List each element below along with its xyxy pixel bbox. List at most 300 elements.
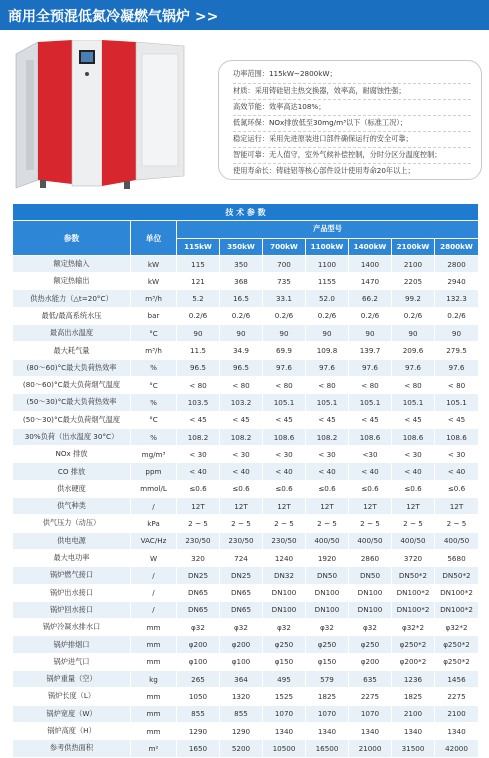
value-cell: ≤0.6: [306, 480, 349, 497]
value-cell: 1290: [177, 722, 220, 739]
spec-line: 智能可靠：无人值守，室外气候补偿控制，分时分区分温度控制；: [233, 150, 442, 159]
unit-cell: mm: [131, 653, 177, 670]
value-cell: DN100*2: [435, 601, 479, 618]
param-name-cell: 额定热输出: [13, 273, 131, 290]
value-cell: 1050: [177, 688, 220, 705]
table-row: [13, 567, 479, 584]
value-cell: 16500: [306, 740, 349, 757]
title-banner: [0, 0, 489, 30]
table-row: [13, 325, 479, 342]
value-cell: ≤0.6: [220, 480, 263, 497]
value-cell: < 45: [220, 411, 263, 428]
value-cell: < 80: [392, 376, 435, 393]
value-cell: 97.6: [263, 359, 306, 376]
spec-line: 低氮环保：NOx排放低至30mg/m³以下（标准工况）；: [233, 118, 408, 127]
parameter-table: [12, 203, 479, 758]
unit-cell: °C: [131, 411, 177, 428]
unit-cell: %: [131, 428, 177, 445]
value-cell: 265: [177, 671, 220, 688]
param-name-cell: 锅炉冷凝水排水口: [13, 619, 131, 636]
value-cell: 12T: [349, 498, 392, 515]
value-cell: 230/50: [177, 532, 220, 549]
value-cell: 5680: [435, 549, 479, 566]
param-name-cell: 锅炉进气口: [13, 653, 131, 670]
value-cell: < 80: [306, 376, 349, 393]
value-cell: 1470: [349, 273, 392, 290]
value-cell: 105.1: [392, 394, 435, 411]
param-name-cell: 锅炉重量（空）: [13, 671, 131, 688]
value-cell: φ200*2: [392, 653, 435, 670]
param-name-cell: 锅炉燃气接口: [13, 567, 131, 584]
param-name-cell: 供电电源: [13, 532, 131, 549]
boiler-image: [12, 40, 188, 190]
value-cell: < 80: [177, 376, 220, 393]
value-cell: DN65: [177, 601, 220, 618]
value-cell: DN100: [349, 584, 392, 601]
value-cell: 350: [220, 255, 263, 272]
param-name-cell: 锅炉长度（L）: [13, 688, 131, 705]
spec-line: 高效节能：效率高达108%；: [233, 102, 326, 111]
value-cell: DN100*2: [435, 584, 479, 601]
table-row: [13, 255, 479, 272]
table-row: [13, 342, 479, 359]
value-cell: 1825: [392, 688, 435, 705]
model-column-header: 产品型号: [177, 221, 479, 238]
value-cell: φ250*2: [435, 636, 479, 653]
value-cell: 1920: [306, 549, 349, 566]
value-cell: 855: [177, 705, 220, 722]
table-row: [13, 376, 479, 393]
value-cell: 1340: [392, 722, 435, 739]
value-cell: 52.0: [306, 290, 349, 307]
value-cell: 34.9: [220, 342, 263, 359]
value-cell: 1155: [306, 273, 349, 290]
value-cell: 579: [306, 671, 349, 688]
value-cell: 0.2/6: [306, 307, 349, 324]
value-cell: 3720: [392, 549, 435, 566]
model-header: 1100kW: [306, 238, 349, 255]
value-cell: φ250*2: [392, 636, 435, 653]
value-cell: DN100*2: [392, 601, 435, 618]
value-cell: 108.2: [177, 428, 220, 445]
param-name-cell: 锅炉宽度（W）: [13, 705, 131, 722]
specs-box: [218, 60, 482, 180]
value-cell: 2940: [435, 273, 479, 290]
param-name-cell: 供气种类: [13, 498, 131, 515]
value-cell: 1100: [306, 255, 349, 272]
model-header: 2800kW: [435, 238, 479, 255]
value-cell: 132.3: [435, 290, 479, 307]
value-cell: 121: [177, 273, 220, 290]
value-cell: < 45: [435, 411, 479, 428]
param-name-cell: 最大耗气量: [13, 342, 131, 359]
unit-cell: °C: [131, 325, 177, 342]
value-cell: DN25: [220, 567, 263, 584]
unit-cell: VAC/Hz: [131, 532, 177, 549]
value-cell: 724: [220, 549, 263, 566]
param-name-cell: NOx 排放: [13, 446, 131, 463]
value-cell: 90: [392, 325, 435, 342]
value-cell: 400/50: [392, 532, 435, 549]
value-cell: 279.5: [435, 342, 479, 359]
unit-cell: /: [131, 584, 177, 601]
unit-column-header: 单位: [131, 221, 177, 256]
value-cell: 90: [306, 325, 349, 342]
value-cell: 16.5: [220, 290, 263, 307]
value-cell: 108.6: [435, 428, 479, 445]
value-cell: 495: [263, 671, 306, 688]
value-cell: 96.5: [220, 359, 263, 376]
table-row: [13, 619, 479, 636]
value-cell: 1240: [263, 549, 306, 566]
unit-cell: %: [131, 394, 177, 411]
table-row: [13, 480, 479, 497]
table-row: [13, 549, 479, 566]
value-cell: < 30: [306, 446, 349, 463]
value-cell: ≤0.6: [349, 480, 392, 497]
value-cell: 108.6: [263, 428, 306, 445]
table-row: [13, 463, 479, 480]
value-cell: 1400: [349, 255, 392, 272]
value-cell: DN50*2: [435, 567, 479, 584]
value-cell: < 40: [220, 463, 263, 480]
value-cell: 0.2/6: [435, 307, 479, 324]
value-cell: DN65: [220, 584, 263, 601]
value-cell: 10500: [263, 740, 306, 757]
value-cell: 2 ~ 5: [177, 515, 220, 532]
value-cell: 12T: [220, 498, 263, 515]
value-cell: ≤0.6: [177, 480, 220, 497]
table-title: 技 术 参 数: [13, 204, 479, 221]
unit-cell: ppm: [131, 463, 177, 480]
value-cell: 2 ~ 5: [220, 515, 263, 532]
value-cell: < 40: [177, 463, 220, 480]
value-cell: < 30: [263, 446, 306, 463]
unit-cell: mm: [131, 619, 177, 636]
value-cell: DN50: [349, 567, 392, 584]
value-cell: 1825: [306, 688, 349, 705]
value-cell: 855: [220, 705, 263, 722]
value-cell: DN65: [177, 584, 220, 601]
value-cell: φ200: [177, 636, 220, 653]
value-cell: < 80: [349, 376, 392, 393]
value-cell: 2100: [392, 255, 435, 272]
value-cell: 1236: [392, 671, 435, 688]
table-row: [13, 688, 479, 705]
value-cell: 12T: [306, 498, 349, 515]
value-cell: 368: [220, 273, 263, 290]
table-row: [13, 359, 479, 376]
value-cell: φ32*2: [392, 619, 435, 636]
value-cell: DN25: [177, 567, 220, 584]
table-row: [13, 498, 479, 515]
spec-line: 稳定运行：采用先进原装进口部件确保运行的安全可靠；: [233, 134, 413, 143]
unit-cell: m³/h: [131, 342, 177, 359]
value-cell: 735: [263, 273, 306, 290]
value-cell: 33.1: [263, 290, 306, 307]
value-cell: φ150: [263, 653, 306, 670]
value-cell: ≤0.6: [435, 480, 479, 497]
table-row: [13, 532, 479, 549]
value-cell: φ100: [177, 653, 220, 670]
value-cell: 230/50: [220, 532, 263, 549]
table-row: [13, 636, 479, 653]
value-cell: φ100: [220, 653, 263, 670]
param-name-cell: 最低/最高系统水压: [13, 307, 131, 324]
value-cell: < 80: [435, 376, 479, 393]
value-cell: 90: [263, 325, 306, 342]
value-cell: < 40: [263, 463, 306, 480]
value-cell: φ150: [306, 653, 349, 670]
table-row: [13, 515, 479, 532]
unit-cell: m³/h: [131, 290, 177, 307]
value-cell: 66.2: [349, 290, 392, 307]
value-cell: 139.7: [349, 342, 392, 359]
table-row: [13, 307, 479, 324]
value-cell: 42000: [435, 740, 479, 757]
unit-cell: bar: [131, 307, 177, 324]
table-row: [13, 671, 479, 688]
spec-line: 材质：采用铸硅铝主热交换器，效率高，耐腐蚀性强；: [233, 86, 406, 95]
value-cell: < 45: [392, 411, 435, 428]
table-row: [13, 705, 479, 722]
param-name-cell: 30%负荷（出水温度 30°C）: [13, 428, 131, 445]
value-cell: 1070: [349, 705, 392, 722]
value-cell: 90: [220, 325, 263, 342]
value-cell: 96.5: [177, 359, 220, 376]
value-cell: 1340: [435, 722, 479, 739]
value-cell: 2800: [435, 255, 479, 272]
value-cell: 103.5: [177, 394, 220, 411]
value-cell: < 30: [435, 446, 479, 463]
value-cell: 2205: [392, 273, 435, 290]
value-cell: 12T: [177, 498, 220, 515]
value-cell: DN100: [306, 601, 349, 618]
unit-cell: W: [131, 549, 177, 566]
value-cell: 2100: [435, 705, 479, 722]
value-cell: < 80: [263, 376, 306, 393]
value-cell: 0.2/6: [177, 307, 220, 324]
value-cell: 0.2/6: [349, 307, 392, 324]
value-cell: 2 ~ 5: [435, 515, 479, 532]
value-cell: 12T: [263, 498, 306, 515]
value-cell: < 40: [349, 463, 392, 480]
value-cell: 2 ~ 5: [392, 515, 435, 532]
table-row: [13, 653, 479, 670]
table-row: [13, 290, 479, 307]
value-cell: φ32: [349, 619, 392, 636]
value-cell: 2275: [435, 688, 479, 705]
value-cell: 108.6: [349, 428, 392, 445]
value-cell: 400/50: [306, 532, 349, 549]
value-cell: 209.6: [392, 342, 435, 359]
value-cell: 1456: [435, 671, 479, 688]
table-row: [13, 601, 479, 618]
value-cell: 364: [220, 671, 263, 688]
value-cell: 320: [177, 549, 220, 566]
param-name-cell: CO 排放: [13, 463, 131, 480]
value-cell: 2860: [349, 549, 392, 566]
value-cell: 635: [349, 671, 392, 688]
value-cell: 108.2: [306, 428, 349, 445]
table-row: [13, 273, 479, 290]
value-cell: < 30: [220, 446, 263, 463]
value-cell: < 40: [306, 463, 349, 480]
unit-cell: mg/m³: [131, 446, 177, 463]
value-cell: φ250: [349, 636, 392, 653]
unit-cell: kPa: [131, 515, 177, 532]
table-row: [13, 394, 479, 411]
value-cell: 109.8: [306, 342, 349, 359]
param-name-cell: (80～60)°C最大负荷烟气温度: [13, 376, 131, 393]
value-cell: φ32: [263, 619, 306, 636]
value-cell: DN32: [263, 567, 306, 584]
value-cell: 11.5: [177, 342, 220, 359]
value-cell: ≤0.6: [392, 480, 435, 497]
unit-cell: /: [131, 601, 177, 618]
unit-cell: /: [131, 498, 177, 515]
value-cell: 97.6: [306, 359, 349, 376]
value-cell: 12T: [435, 498, 479, 515]
value-cell: DN100*2: [392, 584, 435, 601]
param-name-cell: 供气压力（动压）: [13, 515, 131, 532]
param-name-cell: (80～60)°C最大负荷热效率: [13, 359, 131, 376]
value-cell: DN100: [306, 584, 349, 601]
unit-cell: kg: [131, 671, 177, 688]
value-cell: 0.2/6: [392, 307, 435, 324]
value-cell: 1340: [263, 722, 306, 739]
value-cell: DN100: [263, 601, 306, 618]
value-cell: φ250: [306, 636, 349, 653]
table-row: [13, 446, 479, 463]
unit-cell: °C: [131, 376, 177, 393]
unit-cell: /: [131, 567, 177, 584]
value-cell: DN100: [263, 584, 306, 601]
unit-cell: m²: [131, 740, 177, 757]
table-row: [13, 740, 479, 757]
value-cell: 115: [177, 255, 220, 272]
value-cell: 2100: [392, 705, 435, 722]
page-title: 商用全预混低氮冷凝燃气锅炉 >>: [8, 9, 219, 25]
value-cell: φ250*2: [435, 653, 479, 670]
value-cell: 99.2: [392, 290, 435, 307]
value-cell: 2 ~ 5: [263, 515, 306, 532]
param-name-cell: 最高出水温度: [13, 325, 131, 342]
value-cell: 97.6: [435, 359, 479, 376]
value-cell: 1320: [220, 688, 263, 705]
value-cell: 1650: [177, 740, 220, 757]
value-cell: 5.2: [177, 290, 220, 307]
value-cell: 400/50: [435, 532, 479, 549]
value-cell: < 40: [392, 463, 435, 480]
value-cell: 105.1: [349, 394, 392, 411]
value-cell: < 30: [177, 446, 220, 463]
model-header: 2100kW: [392, 238, 435, 255]
unit-cell: kW: [131, 273, 177, 290]
table-row: [13, 722, 479, 739]
param-column-header: 参数: [13, 221, 131, 256]
value-cell: ≤0.6: [263, 480, 306, 497]
model-header: 350kW: [220, 238, 263, 255]
model-header: 700kW: [263, 238, 306, 255]
unit-cell: mmol/L: [131, 480, 177, 497]
value-cell: 700: [263, 255, 306, 272]
value-cell: DN100: [349, 601, 392, 618]
spec-line: 功率范围：115kW~2800kW；: [233, 69, 337, 78]
unit-cell: mm: [131, 636, 177, 653]
value-cell: φ32: [306, 619, 349, 636]
table-row: [13, 428, 479, 445]
value-cell: 105.1: [306, 394, 349, 411]
value-cell: DN50: [306, 567, 349, 584]
unit-cell: %: [131, 359, 177, 376]
value-cell: < 45: [306, 411, 349, 428]
value-cell: < 30: [392, 446, 435, 463]
table-row: [13, 584, 479, 601]
param-name-cell: (50～30)°C最大负荷烟气温度: [13, 411, 131, 428]
value-cell: 105.1: [435, 394, 479, 411]
value-cell: φ32*2: [435, 619, 479, 636]
value-cell: φ200: [349, 653, 392, 670]
table-row: [13, 411, 479, 428]
value-cell: 0.2/6: [263, 307, 306, 324]
value-cell: 90: [177, 325, 220, 342]
value-cell: φ200: [220, 636, 263, 653]
value-cell: < 45: [177, 411, 220, 428]
value-cell: 103.2: [220, 394, 263, 411]
value-cell: 1340: [306, 722, 349, 739]
value-cell: 2275: [349, 688, 392, 705]
value-cell: 1290: [220, 722, 263, 739]
value-cell: DN65: [220, 601, 263, 618]
value-cell: 5200: [220, 740, 263, 757]
value-cell: 97.6: [392, 359, 435, 376]
param-name-cell: 额定热输入: [13, 255, 131, 272]
value-cell: 105.1: [263, 394, 306, 411]
value-cell: φ32: [177, 619, 220, 636]
value-cell: < 45: [263, 411, 306, 428]
value-cell: 1070: [306, 705, 349, 722]
value-cell: 2 ~ 5: [306, 515, 349, 532]
param-name-cell: 最大电功率: [13, 549, 131, 566]
value-cell: < 45: [349, 411, 392, 428]
value-cell: 108.2: [220, 428, 263, 445]
value-cell: DN50*2: [392, 567, 435, 584]
model-header: 1400kW: [349, 238, 392, 255]
param-name-cell: 供热水能力（△t=20°C）: [13, 290, 131, 307]
value-cell: < 80: [220, 376, 263, 393]
value-cell: 1340: [349, 722, 392, 739]
model-header: 115kW: [177, 238, 220, 255]
value-cell: <30: [349, 446, 392, 463]
unit-cell: mm: [131, 688, 177, 705]
param-name-cell: 锅炉出水接口: [13, 584, 131, 601]
unit-cell: mm: [131, 705, 177, 722]
value-cell: 108.6: [392, 428, 435, 445]
value-cell: φ250: [263, 636, 306, 653]
value-cell: 1525: [263, 688, 306, 705]
value-cell: 21000: [349, 740, 392, 757]
value-cell: 31500: [392, 740, 435, 757]
value-cell: 0.2/6: [220, 307, 263, 324]
param-name-cell: 锅炉排烟口: [13, 636, 131, 653]
value-cell: 97.6: [349, 359, 392, 376]
value-cell: 230/50: [263, 532, 306, 549]
value-cell: 90: [435, 325, 479, 342]
param-name-cell: 供水硬度: [13, 480, 131, 497]
value-cell: 12T: [392, 498, 435, 515]
value-cell: 69.9: [263, 342, 306, 359]
